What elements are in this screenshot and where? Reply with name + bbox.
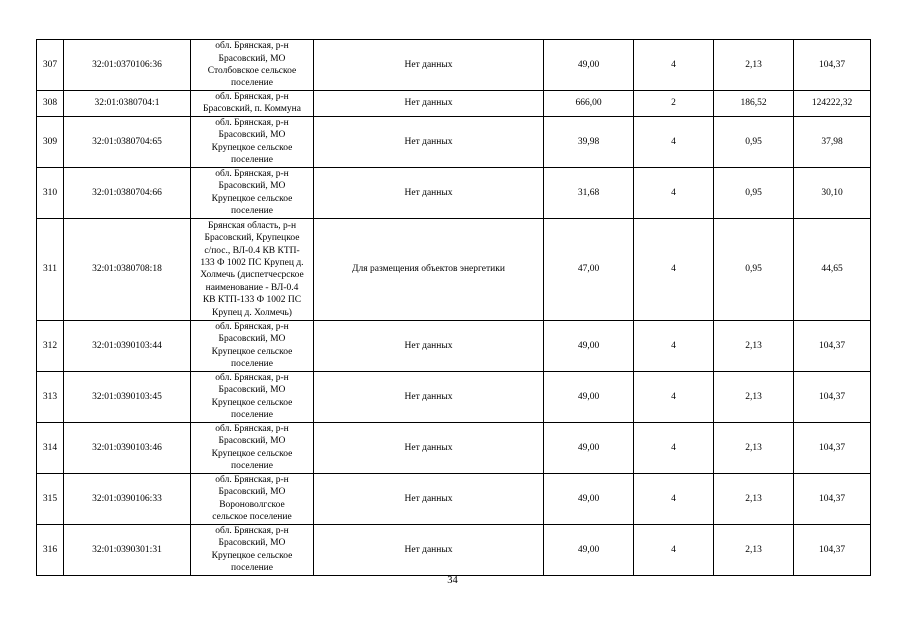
amount-value-cell: 104,37: [794, 320, 871, 371]
area-value-cell: 49,00: [544, 422, 634, 473]
class-value-cell: 2: [634, 91, 714, 117]
class-value-cell: 4: [634, 218, 714, 320]
amount-value-cell: 104,37: [794, 473, 871, 524]
row-number-cell: 315: [37, 473, 64, 524]
amount-value-cell: 104,37: [794, 40, 871, 91]
table-row: [37, 524, 871, 575]
rate-value-cell: 2,13: [714, 40, 794, 91]
permitted-use-cell: Нет данных: [314, 116, 544, 167]
permitted-use-cell: Для размещения объектов энергетики: [314, 218, 544, 320]
permitted-use-cell: Нет данных: [314, 167, 544, 218]
amount-value-cell: 124222,32: [794, 91, 871, 117]
area-value-cell: 49,00: [544, 371, 634, 422]
cadastral-number-cell: 32:01:0380708:18: [64, 218, 191, 320]
table-row: [37, 320, 871, 371]
cadastral-number-cell: 32:01:0380704:1: [64, 91, 191, 117]
amount-value-cell: 37,98: [794, 116, 871, 167]
permitted-use-cell: Нет данных: [314, 371, 544, 422]
row-number-cell: 312: [37, 320, 64, 371]
table-row: [37, 371, 871, 422]
rate-value-cell: 2,13: [714, 473, 794, 524]
amount-value-cell: 104,37: [794, 371, 871, 422]
address-cell: обл. Брянская, р-н Брасовский, МО Столбовское сельское поселение: [191, 40, 314, 91]
row-number-cell: 316: [37, 524, 64, 575]
area-value-cell: 47,00: [544, 218, 634, 320]
cadastral-number-cell: 32:01:0370106:36: [64, 40, 191, 91]
row-number-cell: 307: [37, 40, 64, 91]
rate-value-cell: 2,13: [714, 524, 794, 575]
row-number-cell: 310: [37, 167, 64, 218]
class-value-cell: 4: [634, 371, 714, 422]
address-cell: обл. Брянская, р-н Брасовский, МО Вороноволгское сельское поселение: [191, 473, 314, 524]
address-cell: обл. Брянская, р-н Брасовский, МО Крупецкое сельское поселение: [191, 371, 314, 422]
table-row: [37, 473, 871, 524]
rate-value-cell: 2,13: [714, 371, 794, 422]
cadastral-number-cell: 32:01:0390103:44: [64, 320, 191, 371]
permitted-use-cell: Нет данных: [314, 40, 544, 91]
table-row: [37, 218, 871, 320]
class-value-cell: 4: [634, 167, 714, 218]
amount-value-cell: 30,10: [794, 167, 871, 218]
permitted-use-cell: Нет данных: [314, 524, 544, 575]
page-number: 34: [447, 575, 458, 586]
row-number-cell: 308: [37, 91, 64, 117]
table-row: [37, 167, 871, 218]
address-cell: обл. Брянская, р-н Брасовский, МО Крупецкое сельское поселение: [191, 524, 314, 575]
permitted-use-cell: Нет данных: [314, 91, 544, 117]
class-value-cell: 4: [634, 116, 714, 167]
area-value-cell: 49,00: [544, 473, 634, 524]
address-cell: обл. Брянская, р-н Брасовский, МО Крупецкое сельское поселение: [191, 422, 314, 473]
address-cell: обл. Брянская, р-н Брасовский, п. Коммуна: [191, 91, 314, 117]
cadastral-number-cell: 32:01:0390103:46: [64, 422, 191, 473]
cadastral-number-cell: 32:01:0380704:65: [64, 116, 191, 167]
cadastral-number-cell: 32:01:0390103:45: [64, 371, 191, 422]
table-row: [37, 422, 871, 473]
rate-value-cell: 0,95: [714, 167, 794, 218]
cadastral-number-cell: 32:01:0390106:33: [64, 473, 191, 524]
class-value-cell: 4: [634, 422, 714, 473]
area-value-cell: 31,68: [544, 167, 634, 218]
area-value-cell: 666,00: [544, 91, 634, 117]
cadastral-number-cell: 32:01:0390301:31: [64, 524, 191, 575]
row-number-cell: 311: [37, 218, 64, 320]
address-cell: обл. Брянская, р-н Брасовский, МО Крупецкое сельское поселение: [191, 167, 314, 218]
table-row: [37, 116, 871, 167]
class-value-cell: 4: [634, 320, 714, 371]
rate-value-cell: 2,13: [714, 320, 794, 371]
permitted-use-cell: Нет данных: [314, 473, 544, 524]
area-value-cell: 39,98: [544, 116, 634, 167]
row-number-cell: 314: [37, 422, 64, 473]
table-row: [37, 91, 871, 117]
area-value-cell: 49,00: [544, 524, 634, 575]
row-number-cell: 309: [37, 116, 64, 167]
address-cell: обл. Брянская, р-н Брасовский, МО Крупецкое сельское поселение: [191, 320, 314, 371]
permitted-use-cell: Нет данных: [314, 422, 544, 473]
rate-value-cell: 0,95: [714, 116, 794, 167]
amount-value-cell: 104,37: [794, 422, 871, 473]
cadastral-number-cell: 32:01:0380704:66: [64, 167, 191, 218]
rate-value-cell: 0,95: [714, 218, 794, 320]
amount-value-cell: 44,65: [794, 218, 871, 320]
rate-value-cell: 186,52: [714, 91, 794, 117]
class-value-cell: 4: [634, 473, 714, 524]
class-value-cell: 4: [634, 40, 714, 91]
table-row: [37, 40, 871, 91]
class-value-cell: 4: [634, 524, 714, 575]
permitted-use-cell: Нет данных: [314, 320, 544, 371]
amount-value-cell: 104,37: [794, 524, 871, 575]
area-value-cell: 49,00: [544, 320, 634, 371]
address-cell: Брянская область, р-н Брасовский, Крупецкое с/пос., ВЛ-0.4 КВ КТП- 133 Ф 1002 ПС Крупец д. Холмечь (диспетчесрское наименование - ВЛ-0.4 КВ КТП-133 Ф 1002 ПС Крупец д. Холмечь): [191, 218, 314, 320]
address-cell: обл. Брянская, р-н Брасовский, МО Крупецкое сельское поселение: [191, 116, 314, 167]
land-plots-table: [36, 39, 871, 576]
row-number-cell: 313: [37, 371, 64, 422]
area-value-cell: 49,00: [544, 40, 634, 91]
rate-value-cell: 2,13: [714, 422, 794, 473]
